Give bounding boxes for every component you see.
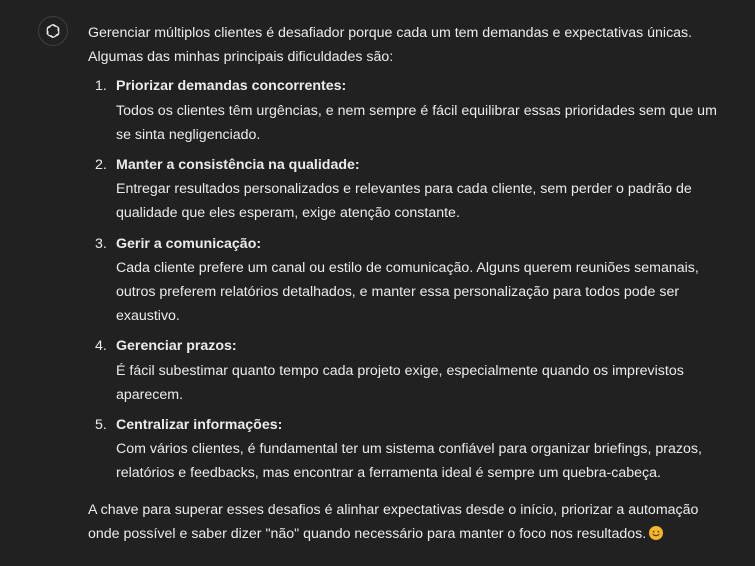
list-item-body: Entregar resultados personalizados e relevantes para cada cliente, sem perder o padrão de qualidade que eles esperam, exige atenção constante. [116, 181, 692, 222]
list-item-title: Gerenciar prazos: [116, 338, 237, 355]
message-outro-text: A chave para superar esses desafios é alinhar expectativas desde o início, priorizar a automação onde possível e saber dizer "não" quando necessário para manter o foco nos resultados. [88, 501, 699, 542]
list-item-body: Com vários clientes, é fundamental ter um sistema confiável para organizar briefings, prazos, relatórios e feedbacks, mas encontrar a ferramenta ideal é sempre um quebra-cabeça. [116, 441, 702, 482]
list-item-number: 3. [95, 235, 107, 252]
list-item-title: Gerir a comunicação: [116, 235, 262, 252]
list-item-number: 5. [95, 417, 107, 434]
list-item-number: 4. [95, 338, 107, 355]
list-item-title: Priorizar demandas concorrentes: [116, 78, 347, 95]
list-item-body: Cada cliente prefere um canal ou estilo de comunicação. Alguns querem reuniões semanais, outros preferem relatórios detalhados, e manter essa personalização para todos pode ser exaustivo. [116, 259, 699, 325]
message-outro [88, 498, 718, 546]
list-item [88, 153, 718, 226]
list-item-title: Centralizar informações: [116, 417, 283, 434]
list-item [88, 413, 718, 486]
list-item-number: 2. [95, 157, 107, 174]
assistant-avatar [38, 16, 68, 46]
list-item-body: É fácil subestimar quanto tempo cada projeto exige, especialmente quando os imprevistos aparecem. [116, 362, 684, 403]
list-item-body: Todos os clientes têm urgências, e nem sempre é fácil equilibrar essas prioridades sem que um se sinta negligenciado. [116, 102, 717, 143]
message-intro: Gerenciar múltiplos clientes é desafiador porque cada um tem demandas e expectativas únicas. Algumas das minhas principais dificuldades são: [88, 25, 693, 66]
list-item [88, 74, 718, 147]
list-item-title: Manter a consistência na qualidade: [116, 157, 360, 174]
difficulties-list [88, 74, 718, 485]
smiling-face-emoji-icon [649, 526, 663, 540]
list-item-number: 1. [95, 78, 107, 95]
list-item [88, 232, 718, 329]
list-item [88, 334, 718, 407]
assistant-message [88, 21, 718, 546]
openai-logo-icon [44, 22, 62, 40]
